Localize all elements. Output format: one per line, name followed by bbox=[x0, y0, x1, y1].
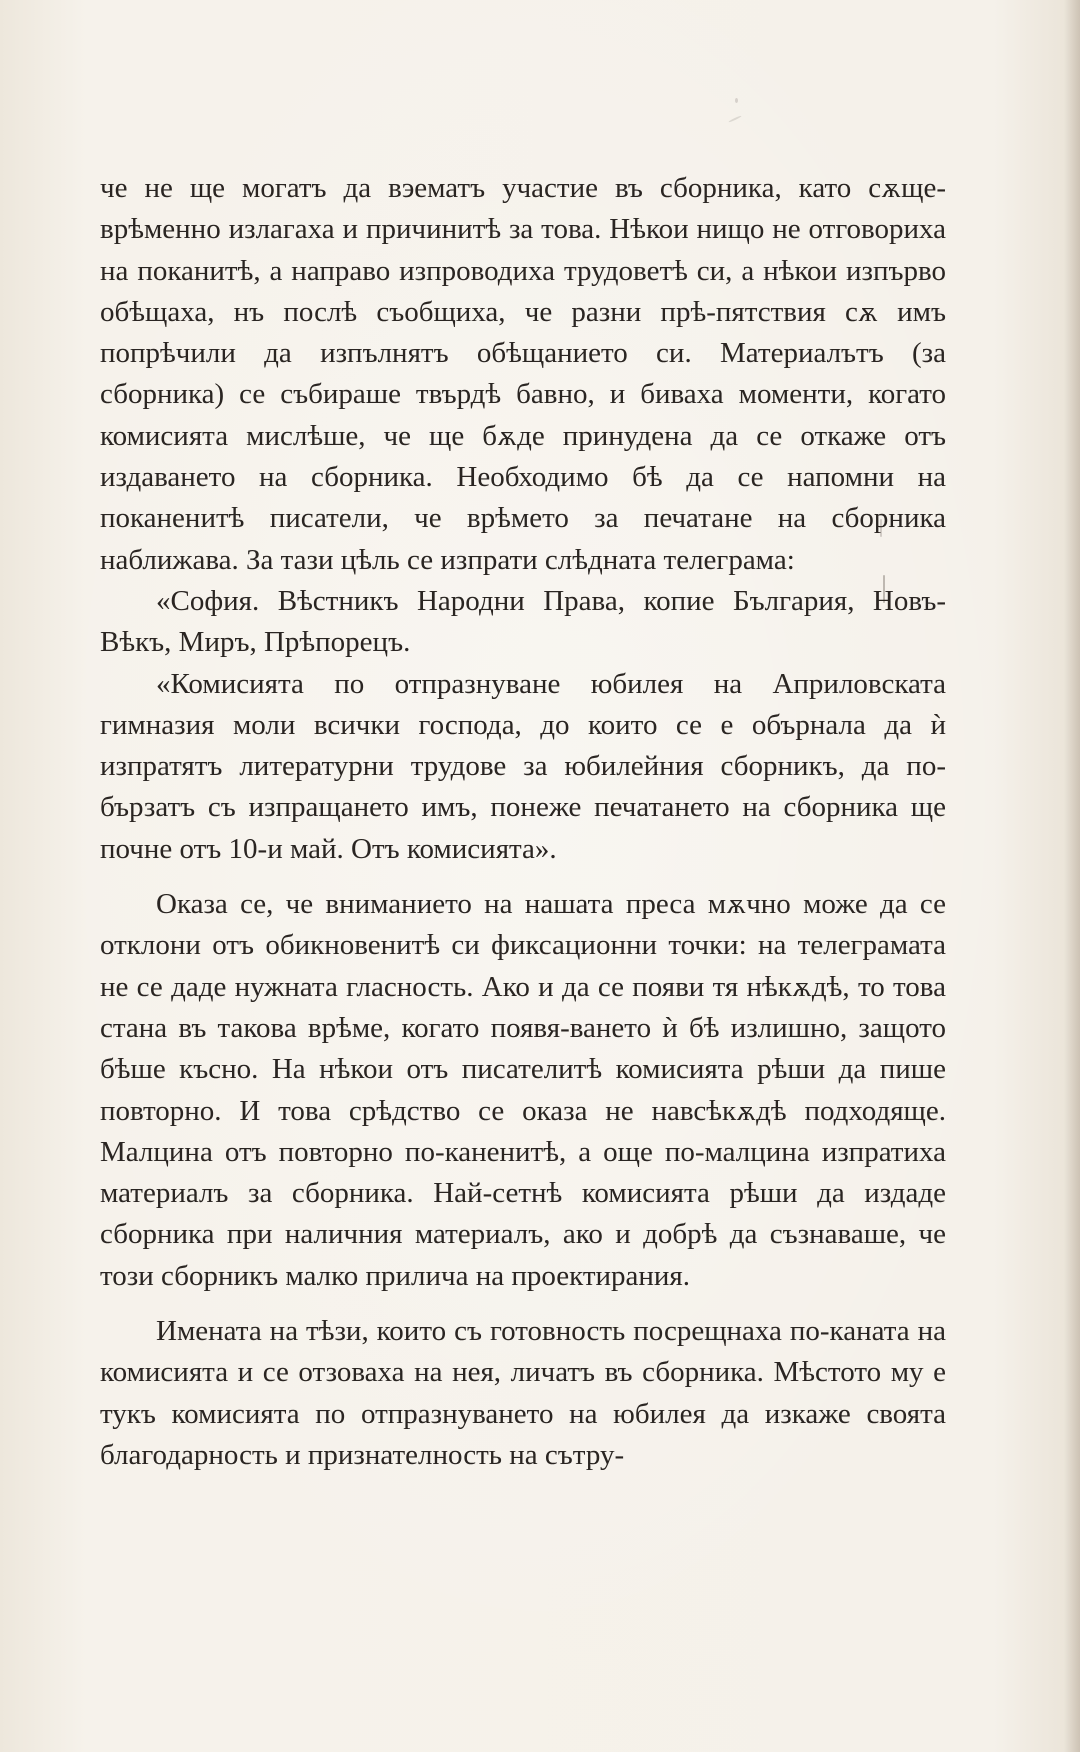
paragraph-telegram-body: «Комисията по отпразнуване юбилея на Априловската гимназия моли всички господа, до които се е обърнала да ѝ изпратятъ литературни трудове за юбилейния сборникъ, да по-бързатъ съ изпращането имъ, понеже печатането на сборника ще почне отъ 10-и май. Отъ комисията». bbox=[100, 667, 946, 865]
paragraph-press-response: Оказа се, че вниманието на нашата преса мѫчно може да се отклони отъ обикновенитѣ си фиксационни точки: на телеграмата не се даде нужната гласность. Ако и да се появи тя нѣкѫдѣ, то това стана въ такова врѣме, когато появя-ването ѝ бѣ излишно, защото бѣше късно. На нѣкои отъ писателитѣ комисията рѣши да пише повторно. И това срѣдство се оказа не навсѣкѫдѣ подходяще. Малцина отъ повторно по-каненитѣ, а още по-малцина изпратиха материалъ за сборника. Най-сетнѣ комисията рѣши да издаде сборника при наличния материалъ, ако и добрѣ да съзнаваше, че този сборникъ малко прилича на проектирания. bbox=[100, 888, 946, 1292]
paper-speck bbox=[728, 115, 742, 123]
paragraph-telegram-address: «София. Вѣстникъ Народни Права, копие България, Новъ-Вѣкъ, Миръ, Прѣпорецъ. bbox=[100, 584, 946, 659]
paper-speck bbox=[735, 98, 738, 103]
paragraph-acknowledgement: Имената на тѣзи, които съ готовность посрещнаха по-каната на комисията и се отзоваха на нея, личатъ въ сборника. Мѣстото му е тукъ комисията по отпразнуването на юбилея да изкаже своята благодарность и признателность на сътру- bbox=[100, 1315, 946, 1471]
page-edge-shadow bbox=[1064, 0, 1080, 1752]
paragraph-continuation: че не ще могатъ да вэематъ участие въ сборника, като сѫще-врѣменно излагаха и причинитѣ за това. Нѣкои нищо не отговориха на поканитѣ, а направо изпроводиха трудоветѣ си, а нѣкои изпърво обѣщаха, нъ послѣ съобщиха, че разни прѣ-пятствия сѫ имъ попрѣчили да изпълнятъ обѣщанието си. Материалътъ (за сборника) се събираше твърдѣ бавно, и биваха моменти, когато комисията мислѣше, че ще бѫде принудена да се откаже отъ издаването на сборника. Необходимо бѣ да се напомни на поканенитѣ писатели, че врѣмето за печатане на сборника наближава. За тази цѣль се изпрати слѣдната телеграма: bbox=[100, 172, 946, 576]
body-text bbox=[100, 168, 946, 1476]
